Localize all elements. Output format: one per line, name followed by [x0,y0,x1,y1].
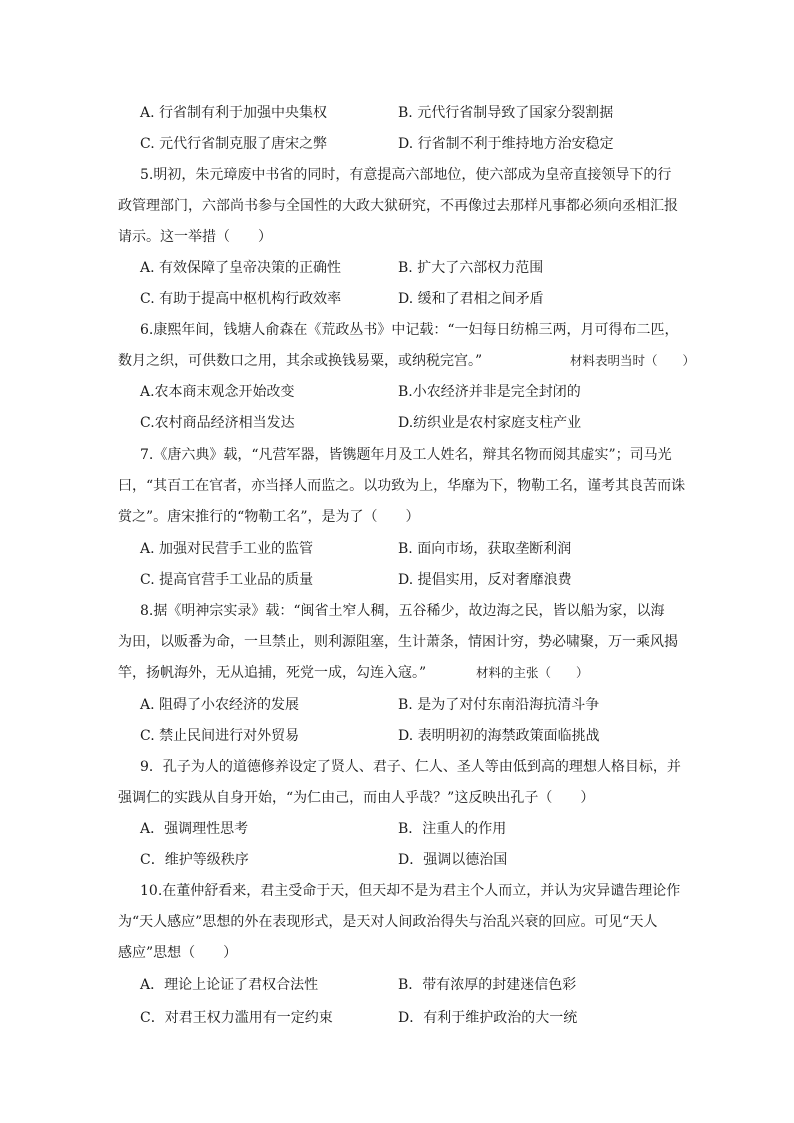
q5-line-3: 请示。这一举措（ ） [118,229,272,245]
q5-option-b[interactable]: B. 扩大了六部权力范围 [398,260,544,276]
q8-line-3: 竿，扬帆海外，无从追捕，死党一成，勾连入寇。” [118,665,427,681]
q6-option-c[interactable]: C.农村商品经济相当发达 [140,415,295,431]
q10-line-2: 为“天人感应”思想的外在表现形式，是天对人间政治得失与治乱兴衰的回应。可见“天人 [118,914,658,930]
q6-line-2: 数月之织，可供数口之用，其余或换钱易粟，或纳税完宫。” [118,353,483,369]
q5-option-c[interactable]: C. 有助于提高中枢机构行政效率 [140,291,342,307]
q10-line-1: 10.在董仲舒看来，君主受命于天，但天却不是为君主个人而立，并认为灾异谴告理论作 [140,883,681,899]
q7-line-1: 7.《唐六典》载，“凡营军器，皆镌题年月及工人姓名，辩其名物而阅其虚实”；司马光 [140,447,672,463]
q6-option-a[interactable]: A.农本商末观念开始改变 [140,384,295,400]
q9-option-a[interactable]: A．强调理性思考 [140,821,249,837]
q5-line-1: 5.明初，朱元璋废中书省的同时，有意提高六部地位，使六部成为皇帝直接领导下的行 [140,167,672,183]
q7-option-d[interactable]: D. 提倡实用，反对奢靡浪费 [398,572,572,588]
q10-option-a[interactable]: A．理论上论证了君权合法性 [140,977,319,993]
q7-line-2: 曰，“其百工在官者，亦当择人而监之。以功致为上，华靡为下，物勒工名，谨考其良苦而诛 [118,478,686,494]
q7-option-c[interactable]: C. 提高官营手工业品的质量 [140,572,314,588]
q10-option-b[interactable]: B．带有浓厚的封建迷信色彩 [398,977,577,993]
q6-line-1: 6.康熙年间，钱塘人俞森在《荒政丛书》中记载：“一妇每日纺棉三两，月可得布二匹， [140,322,679,338]
q8-line-2: 为田，以贩番为命，一旦禁止，则利源阻塞，生计萧条，情困计穷，势必啸聚，万一乘风揭 [118,634,678,650]
q9-line-2: 强调仁的实践从自身开始，“为仁由己，而由人乎哉？”这反映出孔子（ ） [118,790,595,806]
q5-option-a[interactable]: A. 有效保障了皇帝决策的正确性 [140,260,342,276]
q9-line-1: 9．孔子为人的道德修养设定了贤人、君子、仁人、圣人等由低到高的理想人格目标，并 [140,759,681,775]
q8-line-1: 8.据《明神宗实录》载：“闽省土窄人稠，五谷稀少，故边海之民，皆以船为家，以海 [140,603,665,619]
q6-option-b[interactable]: B.小农经济并非是完全封闭的 [398,384,581,400]
q6-line-2-tail: 材料表明当时（ ） [570,353,696,368]
q7-line-3: 赏之”。唐宋推行的“物勒工名”，是为了（ ） [118,509,420,525]
q4-option-d[interactable]: D. 行省制不利于维持地方治安稳定 [398,136,614,152]
q8-option-b[interactable]: B. 是为了对付东南沿海抗清斗争 [398,697,600,713]
q7-option-b[interactable]: B. 面向市场，获取垄断利润 [398,541,572,557]
q10-line-3: 感应”思想（ ） [118,945,238,961]
q7-option-a[interactable]: A. 加强对民营手工业的监管 [140,541,314,557]
q5-option-d[interactable]: D. 缓和了君相之间矛盾 [398,291,544,307]
q8-option-c[interactable]: C. 禁止民间进行对外贸易 [140,728,300,744]
q9-option-c[interactable]: C．维护等级秩序 [140,852,249,868]
q8-option-a[interactable]: A. 阻碍了小农经济的发展 [140,697,300,713]
q10-option-c[interactable]: C．对君王权力滥用有一定约束 [140,1010,333,1026]
q8-option-d[interactable]: D. 表明明初的海禁政策面临挑战 [398,728,600,744]
q9-option-d[interactable]: D．强调以德治国 [398,852,508,868]
q9-option-b[interactable]: B．注重人的作用 [398,821,507,837]
q5-line-2: 政管理部门，六部尚书参与全国性的大政大狱研究，不再像过去那样凡事都必须向丞相汇报 [118,198,678,214]
q8-line-3-tail: 材料的主张（ ） [476,665,589,680]
q4-option-c[interactable]: C. 元代行省制克服了唐宋之弊 [140,136,328,152]
q4-option-a[interactable]: A. 行省制有利于加强中央集权 [140,105,328,121]
q6-option-d[interactable]: D.纺织业是农村家庭支柱产业 [398,415,582,431]
q4-option-b[interactable]: B. 元代行省制导致了国家分裂割据 [398,105,614,121]
q10-option-d[interactable]: D．有利于维护政治的大一统 [398,1010,578,1026]
